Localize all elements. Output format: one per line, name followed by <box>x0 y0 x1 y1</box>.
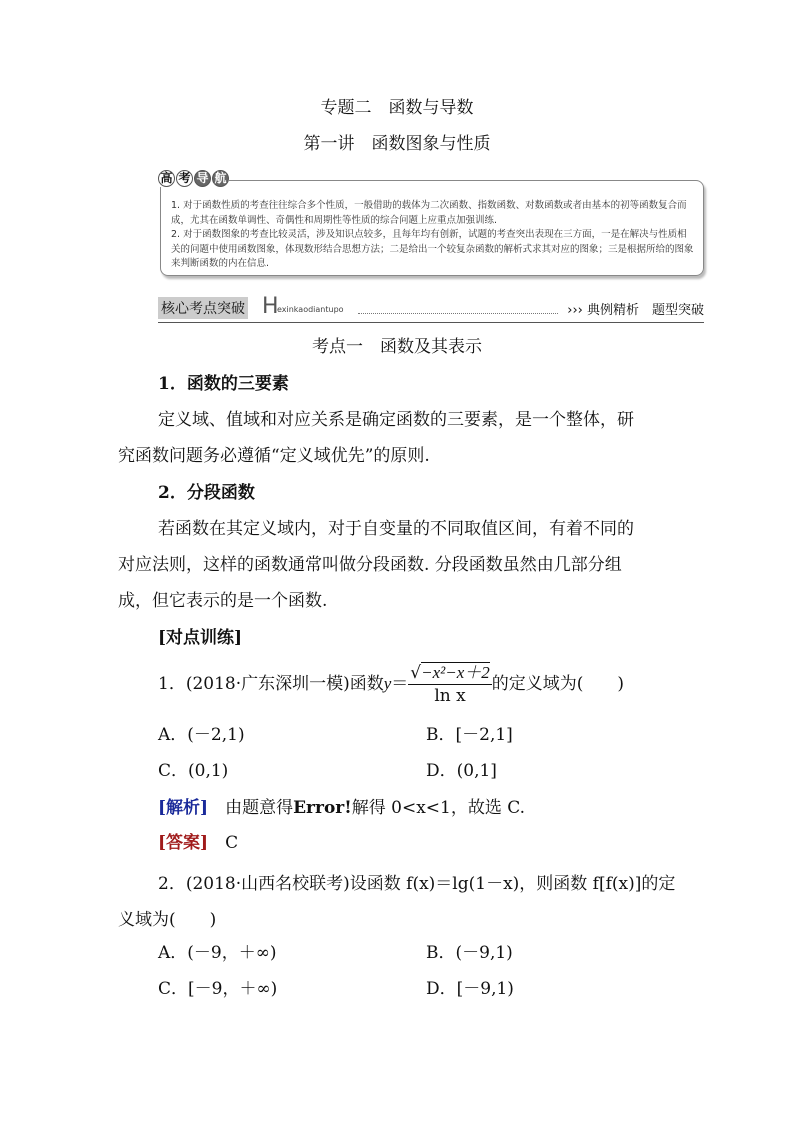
analysis-text: 解得 0<x<1，故选 C. <box>351 798 526 818</box>
heading-1: 1．函数的三要素 <box>158 374 289 394</box>
q1-answer <box>158 832 238 854</box>
analysis-error: Error! <box>293 798 352 818</box>
q2-option-d: D．[－9,1) <box>426 979 514 999</box>
banner-right: ››› 典例精析 题型突破 <box>567 303 704 318</box>
paragraph-line: 究函数问题务必遵循“定义域优先”的原则. <box>118 446 430 466</box>
section-heading: 考点一 函数及其表示 <box>312 337 482 357</box>
paragraph-line: 对应法则，这样的函数通常叫做分段函数. 分段函数虽然由几部分组 <box>118 555 622 575</box>
radicand: −x²−x＋2 <box>421 663 490 682</box>
q2-option-b: B．(－9,1) <box>426 943 513 963</box>
training-heading: [对点训练] <box>158 628 243 648</box>
q1-option-b: B．[－2,1] <box>426 725 513 745</box>
section-banner <box>158 296 704 323</box>
denominator: ln x <box>434 686 466 706</box>
chapter-title: 专题二 函数与导数 <box>320 98 474 118</box>
banner-label: 核心考点突破 <box>158 297 248 319</box>
answer-value: C <box>208 833 239 853</box>
q1-prefix: 1．(2018·广东深圳一模)函数 <box>158 674 384 694</box>
exam-guide-box <box>160 180 704 276</box>
question-2: 2．(2018·山西名校联考)设函数 f(x)＝lg(1－x)，则函数 f[f(x)]的定 <box>158 874 676 894</box>
q1-suffix: 的定义域为( ) <box>491 674 625 694</box>
q2-option-c: C．[－9，＋∞) <box>158 979 278 999</box>
question-1 <box>158 662 624 707</box>
q1-analysis <box>158 797 525 819</box>
q2-option-a: A．(－9，＋∞) <box>158 943 277 963</box>
banner-pinyin: exinkaodiantupo <box>277 305 344 314</box>
guide-item-1: 1. 对于函数性质的考查往往综合多个性质，一般借助的载体为二次函数、指数函数、对数函数或者由基本的初等函数复合而成，尤其在函数单调性、奇偶性和周期性等性质的综合问题上应重点加强训练. <box>171 200 687 226</box>
numerator: √−x²−x＋2 <box>410 663 490 683</box>
paragraph-line: 成，但它表示的是一个函数. <box>118 591 328 611</box>
exam-guide-label: 高 考 导 航 <box>158 170 229 187</box>
question-2-cont: 义域为( ) <box>118 910 217 930</box>
answer-label: [答案] <box>158 833 209 853</box>
banner-h: H <box>262 294 279 319</box>
paragraph-line: 定义域、值域和对应关系是确定函数的三要素，是一个整体，研 <box>158 410 634 430</box>
guide-item-2: 2. 对于函数图象的考查比较灵活，涉及知识点较多，且每年均有创新，试题的考查突出表现在三方面，一是在解决与性质相关的问题中使用函数图象，体现数形结合思想方法；二是给出一个较复杂函数的解析式求其对应的图象；三是根据所给的图象来判断函数的内在信息. <box>171 229 694 269</box>
heading-2: 2．分段函数 <box>158 483 255 503</box>
dotted-divider <box>358 313 558 314</box>
fraction <box>408 662 491 707</box>
analysis-text: 由题意得 <box>208 798 294 818</box>
q1-option-c: C．(0,1) <box>158 761 229 781</box>
q1-option-a: A．(－2,1) <box>158 725 245 745</box>
q1-var: y <box>383 674 392 693</box>
paragraph-line: 若函数在其定义域内，对于自变量的不同取值区间，有着不同的 <box>158 519 634 539</box>
q1-option-d: D．(0,1] <box>426 761 497 781</box>
q1-eq: ＝ <box>391 674 409 694</box>
analysis-label: [解析] <box>158 798 209 818</box>
lecture-title: 第一讲 函数图象与性质 <box>303 134 491 154</box>
